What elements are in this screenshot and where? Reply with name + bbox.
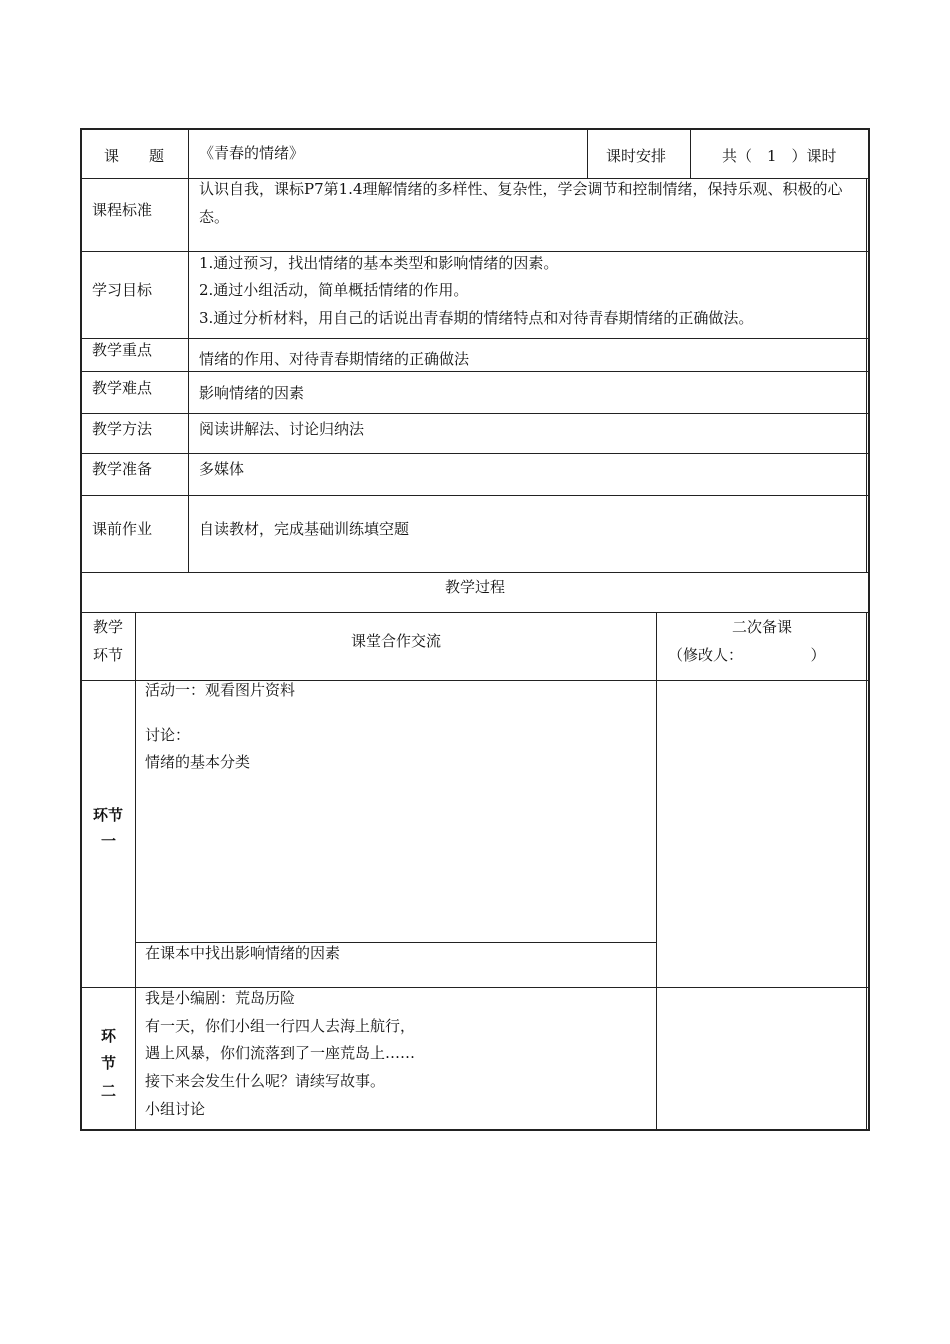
stage2-label: 环	[101, 1027, 117, 1045]
topic-label: 课 题	[104, 147, 165, 165]
row-divider	[82, 371, 868, 372]
notes-col-editor: （修改人： ）	[668, 646, 826, 664]
schedule-value: 共（ 1 ）课时	[722, 147, 837, 165]
homework-label: 课前作业	[92, 520, 153, 538]
notes-col-header: 二次备课	[731, 618, 792, 636]
key-points-label: 教学重点	[92, 341, 153, 359]
stage1-bottom: 在课本中找出影响情绪的因素	[145, 944, 341, 962]
row-divider	[82, 338, 868, 339]
stage1-label: 环节	[93, 806, 124, 824]
stage2-line: 小组讨论	[145, 1100, 206, 1118]
difficulties-content: 影响情绪的因素	[199, 384, 305, 402]
row-divider	[82, 572, 868, 573]
objectives-label: 学习目标	[92, 281, 153, 299]
methods-label: 教学方法	[92, 420, 153, 438]
preparation-content: 多媒体	[199, 460, 245, 478]
col-divider	[587, 130, 588, 178]
objective-item: 1.通过预习，找出情绪的基本类型和影响情绪的因素。	[199, 254, 559, 272]
stage2-line: 遇上风暴，你们流落到了一座荒岛上……	[145, 1044, 416, 1062]
objective-item: 2.通过小组活动，简单概括情绪的作用。	[199, 281, 469, 299]
standard-label: 课程标准	[92, 201, 153, 219]
col-divider	[690, 130, 691, 178]
stage-col-header: 教学	[93, 618, 124, 636]
stage2-line: 我是小编剧：荒岛历险	[145, 989, 296, 1007]
stage1-label: 一	[101, 832, 117, 850]
preparation-label: 教学准备	[92, 460, 153, 478]
process-title: 教学过程	[444, 578, 505, 596]
main-col-header: 课堂合作交流	[350, 632, 441, 650]
row-divider	[82, 612, 868, 613]
difficulties-label: 教学难点	[92, 379, 153, 397]
stage2-label: 节	[101, 1054, 117, 1072]
key-points-content: 情绪的作用、对待青春期情绪的正确做法	[199, 350, 470, 368]
objective-item: 3.通过分析材料，用自己的话说出青春期的情绪特点和对待青春期情绪的正确做法。	[199, 309, 754, 327]
stage2-label: 二	[101, 1082, 117, 1100]
stage2-line: 有一天，你们小组一行四人去海上航行，	[145, 1017, 416, 1035]
stage1-line: 情绪的基本分类	[145, 753, 251, 771]
col-divider	[188, 130, 189, 572]
stage1-line: 讨论：	[145, 726, 191, 744]
homework-content: 自读教材，完成基础训练填空题	[199, 520, 410, 538]
schedule-label: 课时安排	[606, 147, 667, 165]
row-divider	[82, 413, 868, 414]
stage2-line: 接下来会发生什么呢？请续写故事。	[145, 1072, 386, 1090]
stage1-line: 活动一：观看图片资料	[145, 681, 296, 699]
col-divider	[656, 612, 657, 1129]
row-divider	[82, 495, 868, 496]
standard-content: 认识自我，课标P7第1.4理解情绪的多样性、复杂性，学会调节和控制情绪，保持乐观、积极的心态。	[199, 180, 843, 226]
col-divider	[135, 612, 136, 1129]
methods-content: 阅读讲解法、讨论归纳法	[199, 420, 365, 438]
topic-value: 《青春的情绪》	[199, 144, 305, 162]
stage-col-header: 环节	[93, 646, 124, 664]
col-divider	[866, 178, 867, 572]
row-divider	[82, 251, 868, 252]
col-divider	[866, 612, 867, 1129]
row-divider	[82, 453, 868, 454]
